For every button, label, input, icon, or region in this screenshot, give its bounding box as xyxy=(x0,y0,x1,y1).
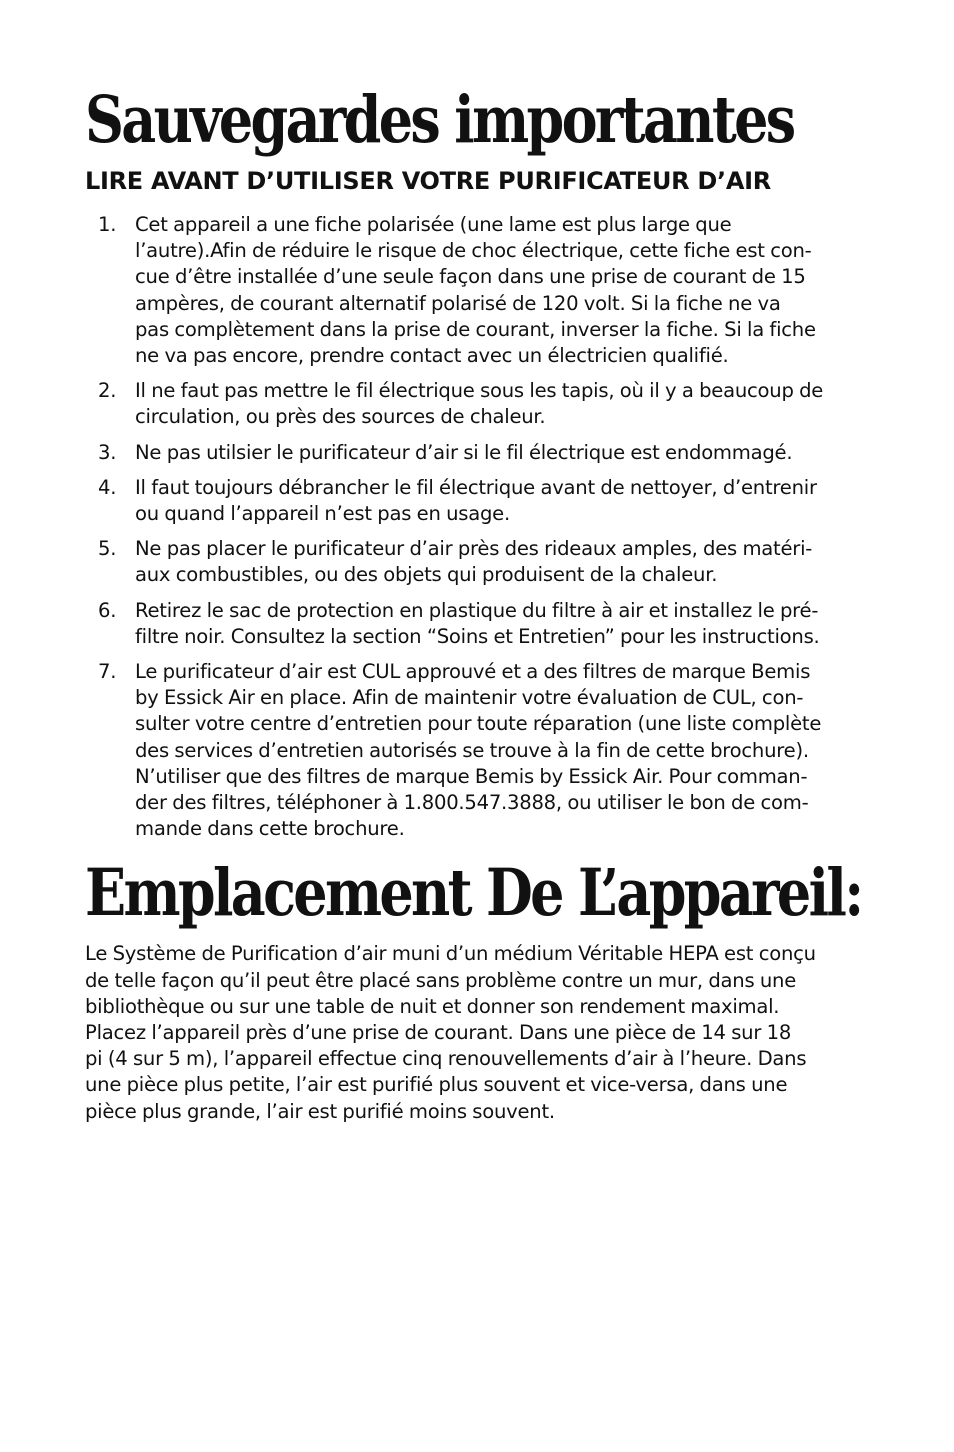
section-title-safeguards: Sauvegardes importantes xyxy=(85,82,794,158)
paragraph-line: pi (4 sur 5 m), l’appareil effectue cinq renouvellements d’air à l’heure. Dans xyxy=(85,1047,807,1071)
list-item xyxy=(85,659,875,842)
list-item-number: 2. xyxy=(98,379,117,403)
list-item-text-line: Le purificateur d’air est CUL approuvé et a des filtres de marque Bemis xyxy=(135,660,811,684)
list-item-text-line: ou quand l’appareil n’est pas en usage. xyxy=(135,502,510,526)
list-item-number: 1. xyxy=(98,213,117,236)
list-item-text-line: filtre noir. Consultez la section “Soins et Entretien” pour les instructions. xyxy=(135,624,820,648)
list-item-text-line: Retirez le sac de protection en plastique du filtre à air et installez le pré- xyxy=(135,598,819,622)
paragraph-line: une pièce plus petite, l’air est purifié plus souvent et vice-versa, dans une xyxy=(85,1073,788,1097)
list-item-text-line: circulation, ou près des sources de chaleur. xyxy=(135,405,546,429)
list-item-text-line: sulter votre centre d’entretien pour toute réparation (une liste complète xyxy=(135,712,822,736)
list-item-number: 5. xyxy=(98,537,117,561)
list-item-text-line: N’utiliser que des filtres de marque Bemis by Essick Air. Pour comman- xyxy=(135,764,808,788)
document-page xyxy=(85,78,875,1125)
list-item xyxy=(85,440,875,466)
list-item xyxy=(85,212,875,369)
list-item xyxy=(85,475,875,527)
list-item-text-line: mande dans cette brochure. xyxy=(135,817,405,841)
list-item-text-line: cue d’être installée d’une seule façon dans une prise de courant de 15 xyxy=(135,265,806,289)
list-item-text-line: pas complètement dans la prise de courant, inverser la fiche. Si la fiche xyxy=(135,317,816,341)
section-subtitle-read-before-use: LIRE AVANT D’UTILISER VOTRE PURIFICATEUR D’AIR xyxy=(85,167,771,195)
placement-paragraph xyxy=(85,941,875,1124)
list-item xyxy=(85,536,875,588)
list-item-text-line: Cet appareil a une fiche polarisée (une lame est plus large que xyxy=(135,213,732,236)
list-item-text-line: Il faut toujours débrancher le fil électrique avant de nettoyer, d’entrenir xyxy=(135,475,817,499)
section-title-placement: Emplacement De L’appareil: xyxy=(85,855,862,932)
paragraph-line: bibliothèque ou sur une table de nuit et donner son rendement maximal. xyxy=(85,994,780,1018)
list-item-text-line: des services d’entretien autorisés se trouve à la fin de cette brochure). xyxy=(135,738,809,762)
list-item-number: 6. xyxy=(98,598,117,622)
paragraph-line: Le Système de Purification d’air muni d’un médium Véritable HEPA est conçu xyxy=(85,942,816,966)
list-item xyxy=(85,378,875,430)
list-item-text-line: aux combustibles, ou des objets qui produisent de la chaleur. xyxy=(135,563,718,587)
list-item-text-line: Ne pas placer le purificateur d’air près des rideaux amples, des matéri- xyxy=(135,537,813,561)
list-item-text-line: ne va pas encore, prendre contact avec un électricien qualifié. xyxy=(135,344,729,368)
list-item-number: 7. xyxy=(98,660,117,684)
list-item-number: 3. xyxy=(98,440,117,464)
list-item-text-line: by Essick Air en place. Afin de maintenir votre évaluation de CUL, con- xyxy=(135,686,804,710)
list-item-text-line: Ne pas utilsier le purificateur d’air si le fil électrique est endommagé. xyxy=(135,440,793,464)
safety-instructions-list xyxy=(85,212,875,842)
paragraph-line: de telle façon qu’il peut être placé sans problème contre un mur, dans une xyxy=(85,968,797,992)
list-item xyxy=(85,598,875,650)
list-item-text-line: der des filtres, téléphoner à 1.800.547.3888, ou utiliser le bon de com- xyxy=(135,791,809,815)
list-item-number: 4. xyxy=(98,475,117,499)
list-item-text-line: Il ne faut pas mettre le fil électrique sous les tapis, où il y a beaucoup de xyxy=(135,379,824,403)
paragraph-line: Placez l’appareil près d’une prise de courant. Dans une pièce de 14 sur 18 xyxy=(85,1021,792,1045)
list-item-text-line: l’autre).Afin de réduire le risque de choc électrique, cette fiche est con- xyxy=(135,239,812,263)
list-item-text-line: ampères, de courant alternatif polarisé de 120 volt. Si la fiche ne va xyxy=(135,291,781,315)
paragraph-line: pièce plus grande, l’air est purifié moins souvent. xyxy=(85,1099,555,1123)
